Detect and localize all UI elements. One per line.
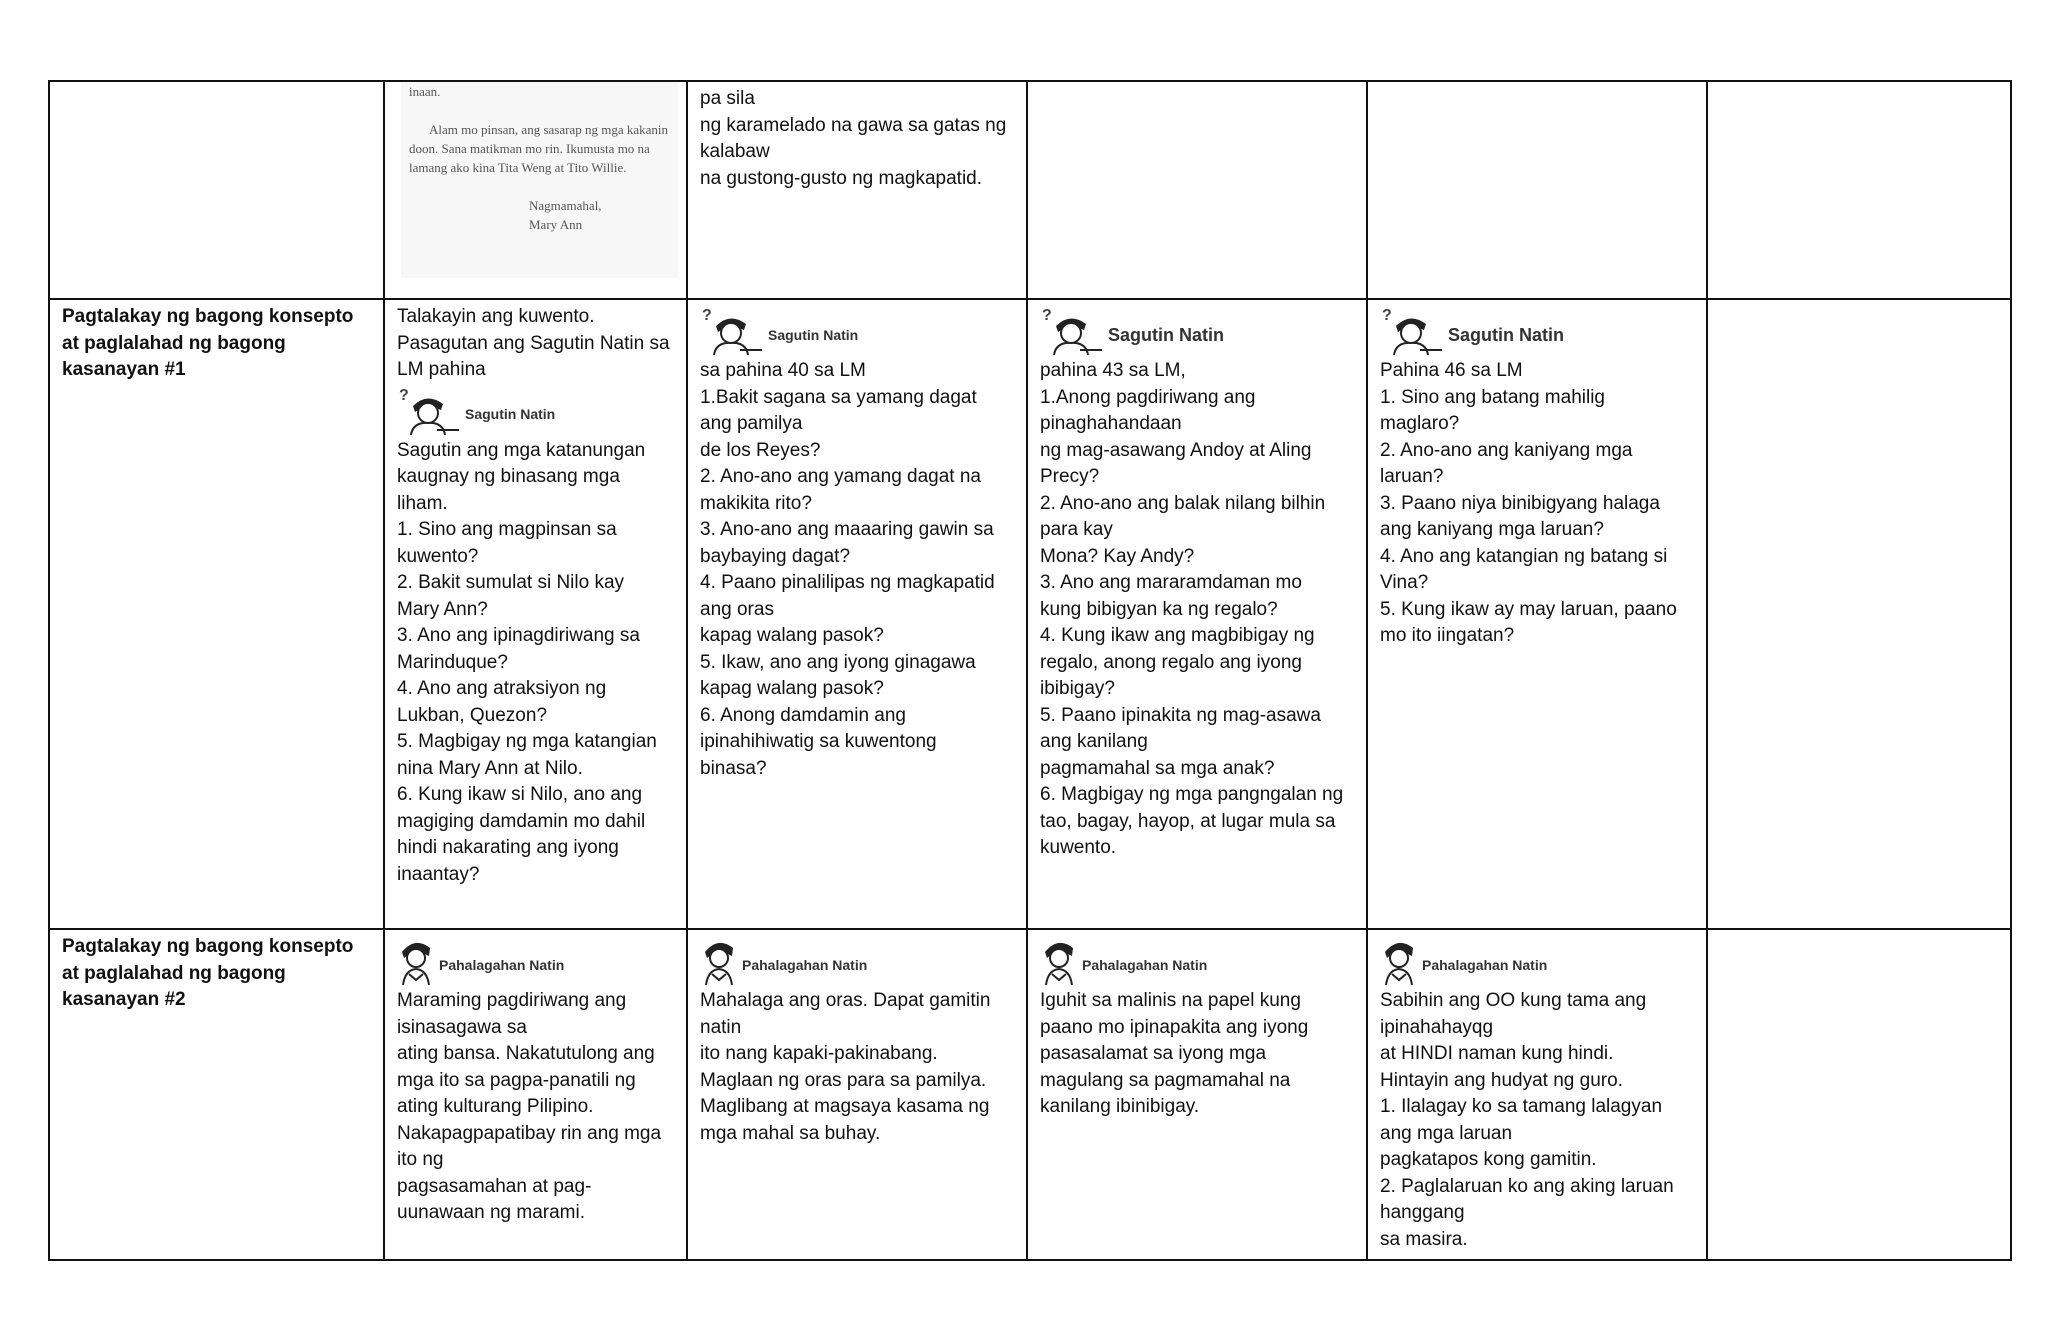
text-line: pahina 43 sa LM, bbox=[1040, 360, 1186, 381]
icon-caption: Pahalagahan Natin bbox=[742, 956, 868, 973]
text-line: de los Reyes? bbox=[700, 439, 821, 461]
text-line: at paglalahad ng bagong bbox=[62, 962, 286, 984]
student-thinking-icon bbox=[397, 386, 461, 436]
svg-text:?: ? bbox=[1042, 307, 1052, 324]
text-line: natin bbox=[700, 1016, 742, 1038]
text-line: 6. Kung ikaw si Nilo, ano ang bbox=[397, 784, 643, 805]
lesson-plan-table bbox=[48, 80, 2012, 1261]
text-line: ibibigay? bbox=[1040, 678, 1115, 699]
table-cell bbox=[1027, 929, 1367, 1260]
table-cell bbox=[384, 929, 687, 1260]
text-line: Iguhit sa malinis na papel kung bbox=[1040, 990, 1301, 1011]
text-line: 2. Ano-ano ang balak nilang bilhin bbox=[1040, 492, 1326, 514]
text-line: regalo, anong regalo ang iyong bbox=[1040, 651, 1302, 673]
text-line: ng karamelado na gawa sa gatas ng bbox=[700, 114, 1007, 136]
text-line: at paglalahad ng bagong bbox=[62, 332, 286, 354]
text-line: mga mahal sa buhay. bbox=[700, 1122, 881, 1144]
svg-text:?: ? bbox=[399, 386, 409, 404]
text-line: Marinduque? bbox=[397, 651, 508, 673]
text-line: 1. Ilalagay ko sa tamang lalagyan bbox=[1380, 1096, 1663, 1117]
table-row bbox=[49, 299, 2011, 929]
svg-text:?: ? bbox=[702, 307, 712, 324]
text-line: pagmamahal sa mga anak? bbox=[1040, 757, 1275, 779]
text-line: 4. Ano ang katangian ng batang si bbox=[1380, 545, 1668, 567]
table-cell bbox=[687, 929, 1027, 1260]
text-line: 3. Ano ang ipinagdiriwang sa bbox=[397, 625, 640, 646]
pahalagahan-natin-icon bbox=[700, 934, 1014, 986]
text-line: ipinahahayqg bbox=[1380, 1016, 1494, 1038]
text-line: kapag walang pasok? bbox=[700, 625, 884, 646]
text-line: binasa? bbox=[700, 757, 767, 779]
student-heart-icon bbox=[1380, 936, 1418, 986]
text-line: Pagtalakay ng bagong konsepto bbox=[62, 936, 354, 957]
text-line: ang kanilang bbox=[1040, 731, 1148, 752]
lesson-plan-body bbox=[49, 81, 2011, 1260]
text-line: kapag walang pasok? bbox=[700, 678, 884, 699]
table-cell bbox=[1707, 299, 2011, 929]
text-line: tao, bagay, hayop, at lugar mula sa bbox=[1040, 810, 1336, 832]
icon-caption: Sagutin Natin bbox=[1448, 324, 1564, 345]
table-cell bbox=[687, 81, 1027, 299]
table-cell bbox=[384, 299, 687, 929]
text-line: kalabaw bbox=[700, 141, 770, 162]
text-line: Nakapagpapatibay rin ang mga bbox=[397, 1122, 662, 1144]
text-line: Pagtalakay ng bagong konsepto bbox=[62, 306, 354, 327]
text-line: Alam mo pinsan, ang sasarap ng mga kakanin bbox=[429, 122, 668, 137]
table-cell bbox=[1707, 81, 2011, 299]
text-line: Talakayin ang kuwento. bbox=[397, 306, 595, 327]
text-line: ito nang kapaki-pakinabang. bbox=[700, 1043, 938, 1064]
text-line: sa masira. bbox=[1380, 1228, 1468, 1250]
text-line: ating kulturang Pilipino. bbox=[397, 1096, 594, 1117]
text-line: 1.Anong pagdiriwang ang bbox=[1040, 386, 1256, 408]
text-line: mo ito iingatan? bbox=[1380, 625, 1515, 646]
text-line: sa pahina 40 sa LM bbox=[700, 360, 866, 381]
text-line: isinasagawa sa bbox=[397, 1016, 527, 1038]
text-line: ang oras bbox=[700, 598, 774, 620]
text-line: doon. Sana matikman mo rin. Ikumusta mo na bbox=[409, 141, 650, 156]
sagutin-natin-icon bbox=[1380, 304, 1694, 356]
text-line: pasasalamat sa iyong mga bbox=[1040, 1043, 1267, 1064]
text-line: Precy? bbox=[1040, 466, 1100, 487]
text-line: pinaghahandaan bbox=[1040, 413, 1182, 434]
text-line: kung bibigyan ka ng regalo? bbox=[1040, 598, 1278, 620]
text-line: ito ng bbox=[397, 1149, 444, 1170]
letter-image bbox=[401, 82, 678, 278]
text-line: Mona? Kay Andy? bbox=[1040, 545, 1195, 567]
text-line: 5. Kung ikaw ay may laruan, paano bbox=[1380, 598, 1677, 620]
text-line: inaantay? bbox=[397, 863, 480, 885]
text-line: LM pahina bbox=[397, 359, 486, 380]
text-line: 2. Ano-ano ang kaniyang mga bbox=[1380, 439, 1633, 461]
text-line: pagsasamahan at pag- bbox=[397, 1175, 592, 1197]
text-line: nina Mary Ann at Nilo. bbox=[397, 757, 583, 779]
table-cell bbox=[1367, 929, 1707, 1260]
table-cell bbox=[687, 299, 1027, 929]
text-line: 3. Ano-ano ang maaaring gawin sa bbox=[700, 519, 994, 540]
pahalagahan-natin-icon bbox=[397, 934, 674, 986]
text-line: Lukban, Quezon? bbox=[397, 704, 548, 726]
text-line: ng mag-asawang Andoy at Aling bbox=[1040, 439, 1312, 461]
text-line: ating bansa. Nakatutulong ang bbox=[397, 1043, 655, 1064]
text-line: pa sila bbox=[700, 88, 755, 109]
text-line: Vina? bbox=[1380, 572, 1429, 593]
icon-caption: Sagutin Natin bbox=[768, 326, 859, 343]
text-line: Maglaan ng oras para sa pamilya. bbox=[700, 1069, 987, 1091]
text-line: mga ito sa pagpa-panatili ng bbox=[397, 1069, 636, 1091]
sagutin-natin-icon bbox=[1040, 304, 1354, 356]
student-heart-icon bbox=[397, 936, 435, 986]
text-line: uunawaan ng marami. bbox=[397, 1202, 585, 1223]
text-line: 1. Sino ang batang mahilig bbox=[1380, 386, 1605, 408]
table-row bbox=[49, 929, 2011, 1260]
table-cell bbox=[1367, 81, 1707, 299]
text-line: 6. Magbigay ng mga pangngalan ng bbox=[1040, 784, 1344, 805]
table-cell bbox=[1027, 299, 1367, 929]
text-line: 3. Paano niya binibigyang halaga bbox=[1380, 492, 1660, 514]
icon-caption: Pahalagahan Natin bbox=[439, 956, 565, 973]
pahalagahan-natin-icon bbox=[1380, 934, 1694, 986]
sagutin-natin-icon bbox=[700, 304, 1014, 356]
text-line: 5. Paano ipinakita ng mag-asawa bbox=[1040, 704, 1321, 726]
spacer bbox=[409, 101, 670, 120]
text-line: 4. Paano pinalilipas ng magkapatid bbox=[700, 572, 995, 593]
text-line: kuwento. bbox=[1040, 837, 1117, 858]
text-line: inaan. bbox=[409, 84, 441, 99]
row-label-cell bbox=[49, 929, 384, 1260]
text-line: Nagmamahal, bbox=[529, 198, 602, 213]
text-line: 2. Paglalaruan ko ang aking laruan bbox=[1380, 1175, 1674, 1197]
student-thinking-icon bbox=[1040, 306, 1104, 356]
row-label-cell bbox=[49, 299, 384, 929]
text-line: maglaro? bbox=[1380, 413, 1460, 434]
text-line: 1. Sino ang magpinsan sa bbox=[397, 519, 617, 540]
text-line: ang mga laruan bbox=[1380, 1122, 1513, 1144]
text-line: Mahalaga ang oras. Dapat gamitin bbox=[700, 990, 991, 1011]
table-cell bbox=[1367, 299, 1707, 929]
text-line: 5. Magbigay ng mga katangian bbox=[397, 731, 657, 752]
text-line: paano mo ipinapakita ang iyong bbox=[1040, 1016, 1309, 1038]
sagutin-natin-icon bbox=[397, 384, 674, 436]
text-line: kuwento? bbox=[397, 545, 479, 567]
student-thinking-icon bbox=[700, 306, 764, 356]
icon-caption: Pahalagahan Natin bbox=[1082, 956, 1208, 973]
student-heart-icon bbox=[1040, 936, 1078, 986]
table-cell bbox=[384, 81, 687, 299]
text-line: 6. Anong damdamin ang bbox=[700, 704, 906, 726]
icon-caption: Sagutin Natin bbox=[1108, 324, 1224, 345]
text-line: Pahina 46 sa LM bbox=[1380, 360, 1523, 381]
text-line: Sagutin ang mga katanungan bbox=[397, 439, 646, 461]
spacer bbox=[409, 177, 670, 196]
text-line: at HINDI naman kung hindi. bbox=[1380, 1043, 1614, 1064]
text-line: 4. Kung ikaw ang magbibigay ng bbox=[1040, 625, 1315, 646]
text-line: ipinahihiwatig sa kuwentong bbox=[700, 731, 937, 752]
text-line: magiging damdamin mo dahil bbox=[397, 810, 646, 832]
text-line: kasanayan #2 bbox=[62, 989, 186, 1010]
text-line: para kay bbox=[1040, 519, 1113, 540]
text-line: 4. Ano ang atraksiyon ng bbox=[397, 678, 607, 699]
text-line: kasanayan #1 bbox=[62, 359, 186, 380]
pahalagahan-natin-icon bbox=[1040, 934, 1354, 986]
text-line: Sabihin ang OO kung tama ang bbox=[1380, 990, 1647, 1011]
table-row bbox=[49, 81, 2011, 299]
text-line: 5. Ikaw, ano ang iyong ginagawa bbox=[700, 651, 976, 673]
text-line: makikita rito? bbox=[700, 492, 812, 514]
text-line: 2. Ano-ano ang yamang dagat na bbox=[700, 466, 982, 487]
text-line: hindi nakarating ang iyong bbox=[397, 837, 619, 858]
icon-caption: Pahalagahan Natin bbox=[1422, 956, 1548, 973]
text-line: 2. Bakit sumulat si Nilo kay bbox=[397, 572, 625, 593]
student-thinking-icon bbox=[1380, 306, 1444, 356]
text-line: 1.Bakit sagana sa yamang dagat bbox=[700, 386, 977, 408]
table-cell bbox=[1027, 81, 1367, 299]
table-cell bbox=[1707, 929, 2011, 1260]
text-line: Mary Ann? bbox=[397, 598, 488, 620]
text-line: Hintayin ang hudyat ng guro. bbox=[1380, 1069, 1623, 1091]
text-line: Maraming pagdiriwang ang bbox=[397, 990, 627, 1011]
text-line: ang kaniyang mga laruan? bbox=[1380, 519, 1604, 540]
text-line: 3. Ano ang mararamdaman mo bbox=[1040, 572, 1302, 593]
text-line: kanilang ibinibigay. bbox=[1040, 1096, 1200, 1117]
row-label-cell bbox=[49, 81, 384, 299]
student-heart-icon bbox=[700, 936, 738, 986]
text-line: Mary Ann bbox=[529, 217, 583, 232]
text-line: baybaying dagat? bbox=[700, 545, 851, 567]
text-line: magulang sa pagmamahal na bbox=[1040, 1069, 1291, 1091]
text-line: liham. bbox=[397, 492, 448, 514]
text-line: kaugnay ng binasang mga bbox=[397, 466, 620, 487]
text-line: Pasagutan ang Sagutin Natin sa bbox=[397, 332, 670, 354]
text-line: lamang ako kina Tita Weng at Tito Willie. bbox=[409, 160, 627, 175]
icon-caption: Sagutin Natin bbox=[465, 406, 556, 422]
text-line: hanggang bbox=[1380, 1202, 1465, 1223]
text-line: na gustong-gusto ng magkapatid. bbox=[700, 167, 983, 189]
svg-text:?: ? bbox=[1382, 307, 1392, 324]
text-line: ang pamilya bbox=[700, 413, 803, 434]
text-line: pagkatapos kong gamitin. bbox=[1380, 1149, 1597, 1170]
text-line: laruan? bbox=[1380, 466, 1444, 487]
text-line: Maglibang at magsaya kasama ng bbox=[700, 1096, 990, 1117]
